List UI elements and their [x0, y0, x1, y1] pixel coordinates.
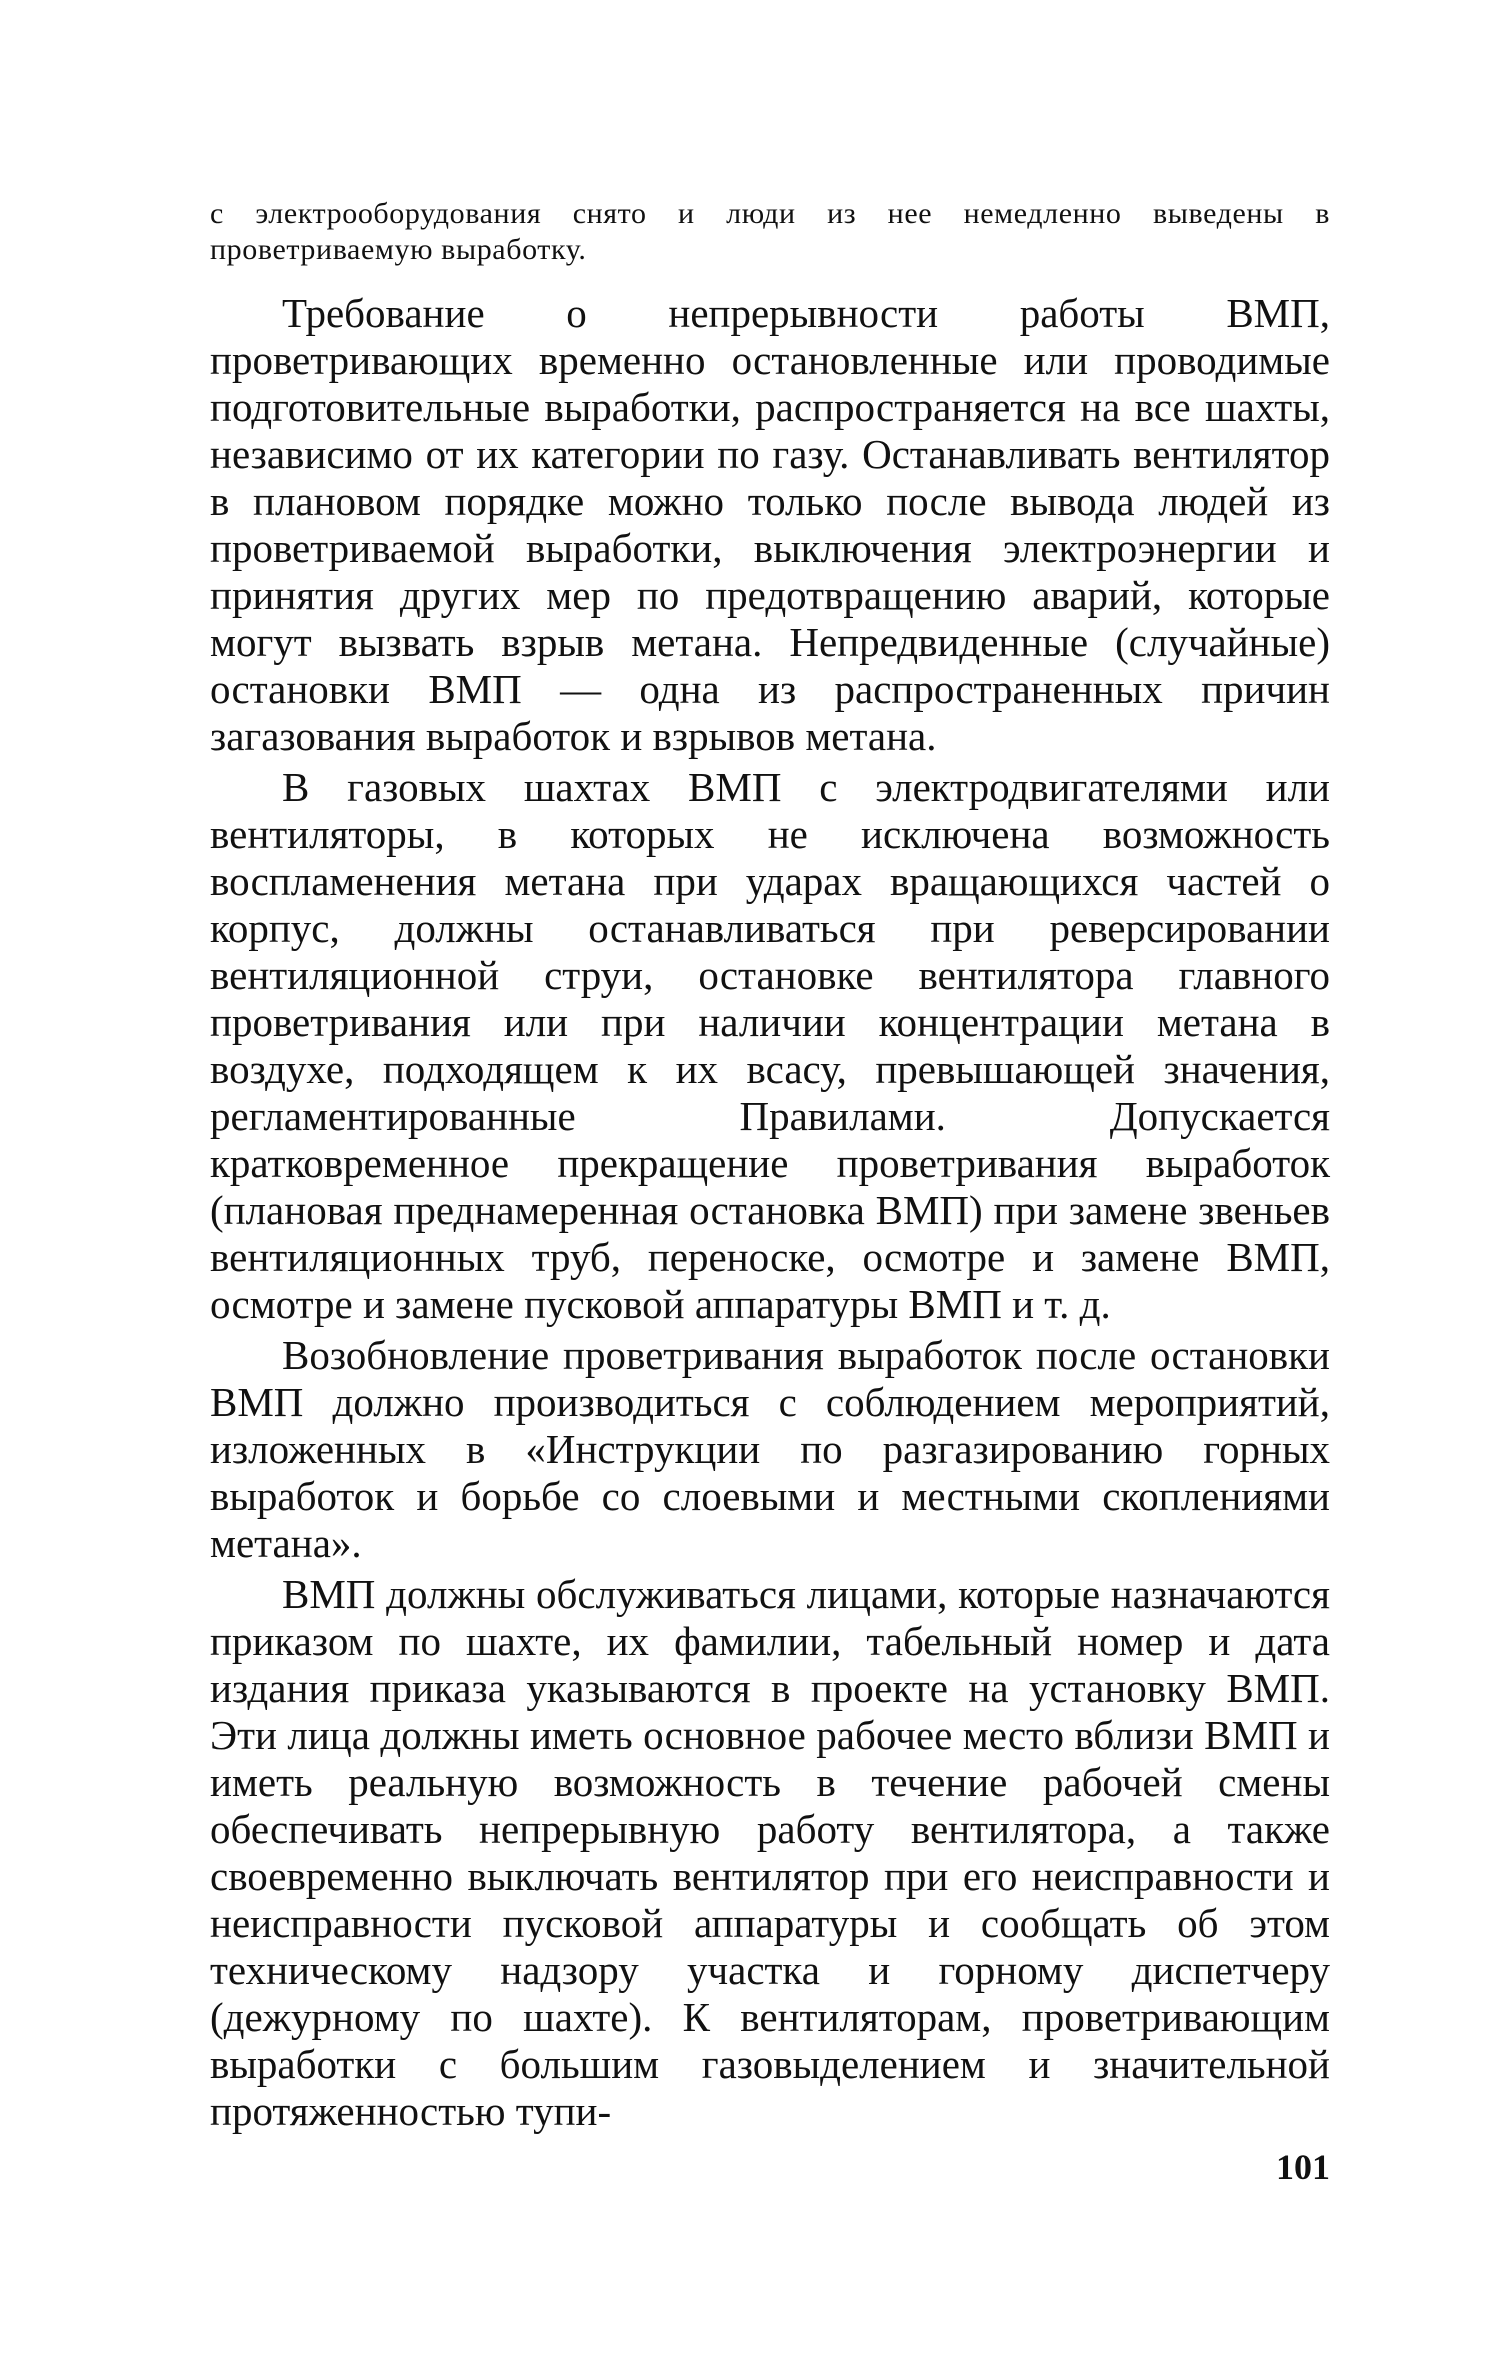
- paragraph-gas-mines: В газовых шахтах ВМП с электродвигателями или вентиляторы, в которых не исключена возможность воспламенения метана при ударах вращающихся частей о корпус, должны останавливаться при реверсировании вентиляционной струи, остановке вентилятора главного проветривания или при наличии концентрации метана в воздухе, подходящем к их всасу, превышающей значения, регламентированные Правилами. Допускается кратковременное прекращение проветривания выработок (плановая преднамеренная остановка ВМП) при замене звеньев вентиляционных труб, переноске, осмотре и замене ВМП, осмотре и замене пусковой аппаратуры ВМП и т. д.: [210, 764, 1330, 1327]
- body-text: [210, 196, 1330, 2139]
- paragraph-continuous-ventilation: Требование о непрерывности работы ВМП, проветривающих временно остановленные или проводимые подготовительные выработки, распространяется на все шахты, независимо от их категории по газу. Останавливать вентилятор в плановом порядке можно только после вывода людей из проветриваемой выработки, выключения электроэнергии и принятия других мер по предотвращению аварий, которые могут вызвать взрыв метана. Непредвиденные (случайные) остановки ВМП — одна из распространенных причин загазования выработок и взрывов метана.: [210, 290, 1330, 759]
- page-number: 101: [1276, 2147, 1330, 2187]
- paragraph-resumption: Возобновление проветривания выработок после остановки ВМП должно производиться с соблюдением мероприятий, изложенных в «Инструкции по разгазированию горных выработок и борьбе со слоевыми и местными скоплениями метана».: [210, 1332, 1330, 1566]
- paragraph-maintenance: ВМП должны обслуживаться лицами, которые назначаются приказом по шахте, их фамилии, табельный номер и дата издания приказа указываются в проекте на установку ВМП. Эти лица должны иметь основное рабочее место вблизи ВМП и иметь реальную возможность в течение рабочей смены обеспечивать непрерывную работу вентилятора, а также своевременно выключать вентилятор при его неисправности и неисправности пусковой аппаратуры и сообщать об этом техническому надзору участка и горному диспетчеру (дежурному по шахте). К вентиляторам, проветривающим выработки с большим газовыделением и значительной протяженностью тупи-: [210, 1571, 1330, 2134]
- continuation-paragraph: с электрооборудования снято и люди из нее немедленно выведены в проветриваемую выработку.: [210, 197, 1330, 266]
